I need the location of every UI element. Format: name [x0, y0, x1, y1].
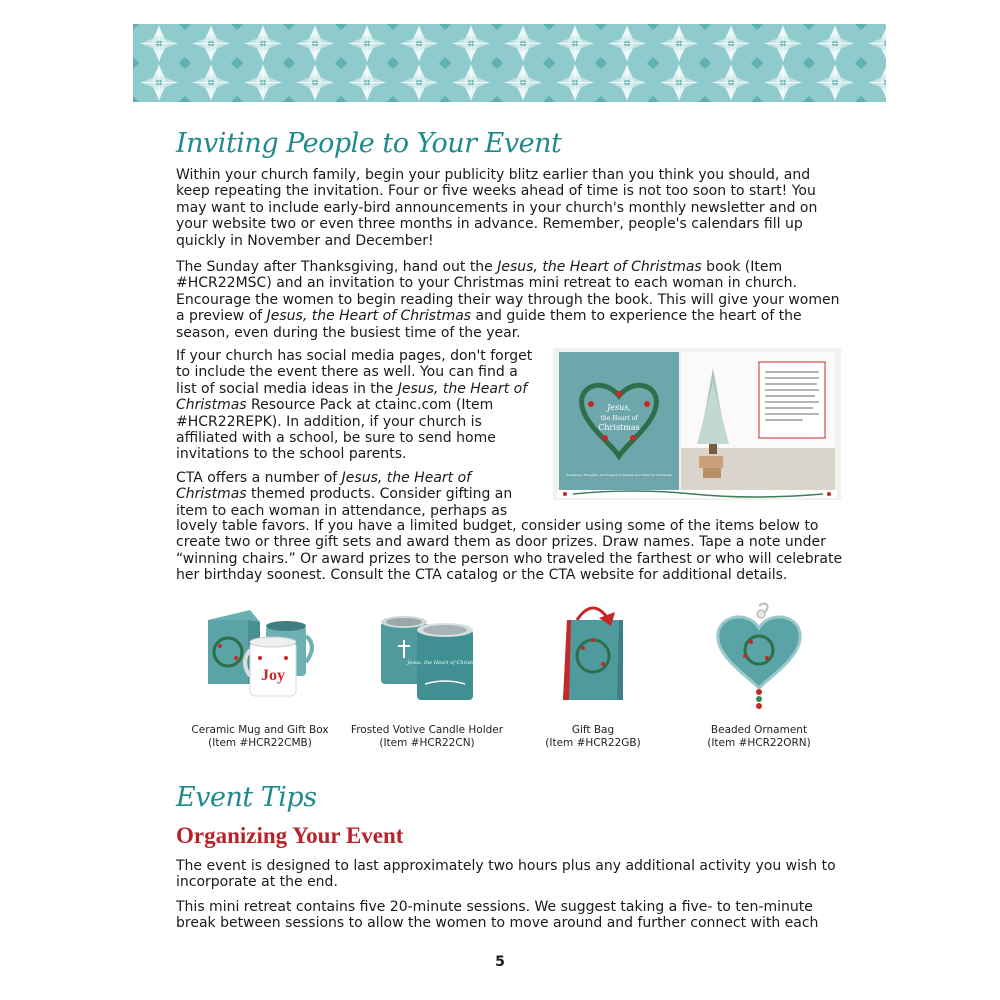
product-caption [508, 724, 678, 750]
votive-label-text: Jesus, the Heart of Christmas [407, 660, 483, 666]
paragraph-social-media: If your church has social media pages, don't forget to include the event there as well. You can find a list of social media ideas in the Jesus, the Heart of Christmas Resource Pack at ctainc.com (Item #HCR22REPK). In addition, if your church is affiliated with a school, be sure to send home invitations to the school parents. [176, 348, 533, 463]
book-title-line3: Christmas [598, 423, 640, 432]
product-item-number: (Item #HCR22CN) [379, 737, 475, 749]
product-name: Gift Bag [571, 724, 615, 736]
mug-gift-box-image [200, 600, 320, 710]
product-votive-candle-holder [342, 600, 512, 750]
page-number: 5 [495, 954, 505, 970]
product-beaded-ornament [674, 600, 844, 750]
paragraph-event-duration: The event is designed to last approximately two hours plus any additional activity you wish to incorporate at the end. [176, 858, 836, 891]
ornament-image [699, 600, 819, 710]
book-spread-image [553, 348, 841, 500]
product-item-number: (Item #HCR22CMB) [208, 737, 312, 749]
product-caption [175, 724, 345, 750]
paragraph-publicity: Within your church family, begin your publicity blitz earlier than you think you should, and keep repeating the invitation. Four or five weeks ahead of time is not too soon to start! You may want to include early-bird announcements in your church's monthly newsletter and on your website two or even three months in advance. Remember, people's calendars fill up quickly in November and December! [176, 167, 818, 249]
product-caption [342, 724, 512, 750]
product-name: Ceramic Mug and Gift Box [191, 724, 329, 736]
book-title-line2: the Heart of [600, 415, 638, 422]
product-item-number: (Item #HCR22GB) [545, 737, 641, 749]
mug-joy-text: Joy [261, 667, 285, 684]
product-item-number: (Item #HCR22ORN) [707, 737, 811, 749]
book-title-line1: Jesus, [607, 403, 631, 412]
heading-inviting-people: Inviting People to Your Event [176, 128, 562, 159]
book-subtitle: Scriptures, Thoughts, and Prayers to Prepare Your Heart for Christmas [566, 473, 672, 477]
gift-bag-image [533, 600, 653, 710]
product-gift-bag [508, 600, 678, 750]
paragraph-sunday-after-thanksgiving: The Sunday after Thanksgiving, hand out the Jesus, the Heart of Christmas book (Item #HCR22MSC) and an invitation to your Christmas mini retreat to each woman in church. Encourage the women to begin reading their way through the book. This will give your women a preview of Jesus, the Heart of Christmas and guide them to experience the heart of the season, even during the busiest time of the year. [176, 259, 840, 341]
paragraph-cta-products-intro: CTA offers a number of Jesus, the Heart of Christmas themed products. Consider gifting an item to each woman in attendance, perhaps as [176, 470, 513, 519]
product-name: Frosted Votive Candle Holder [350, 724, 504, 736]
paragraph-cta-products-continued: lovely table favors. If you have a limited budget, consider using some of the items below to create two or three gift sets and award them as door prizes. Draw names. Tape a note under “winning chairs.” Or award prizes to the person who traveled the farthest or who will celebrate her birthday soonest. Consult the CTA catalog or the CTA website for additional details. [176, 518, 843, 584]
votive-candle-image [367, 600, 487, 710]
subheading-organizing-event: Organizing Your Event [176, 823, 404, 848]
decorative-snowflake-banner [133, 24, 886, 102]
product-caption [674, 724, 844, 750]
heading-event-tips: Event Tips [176, 782, 317, 813]
product-name: Beaded Ornament [710, 724, 808, 736]
product-ceramic-mug [175, 600, 345, 750]
paragraph-sessions: This mini retreat contains five 20-minute sessions. We suggest taking a five- to ten-minute break between sessions to allow the women to move around and further connect with each [176, 899, 819, 932]
